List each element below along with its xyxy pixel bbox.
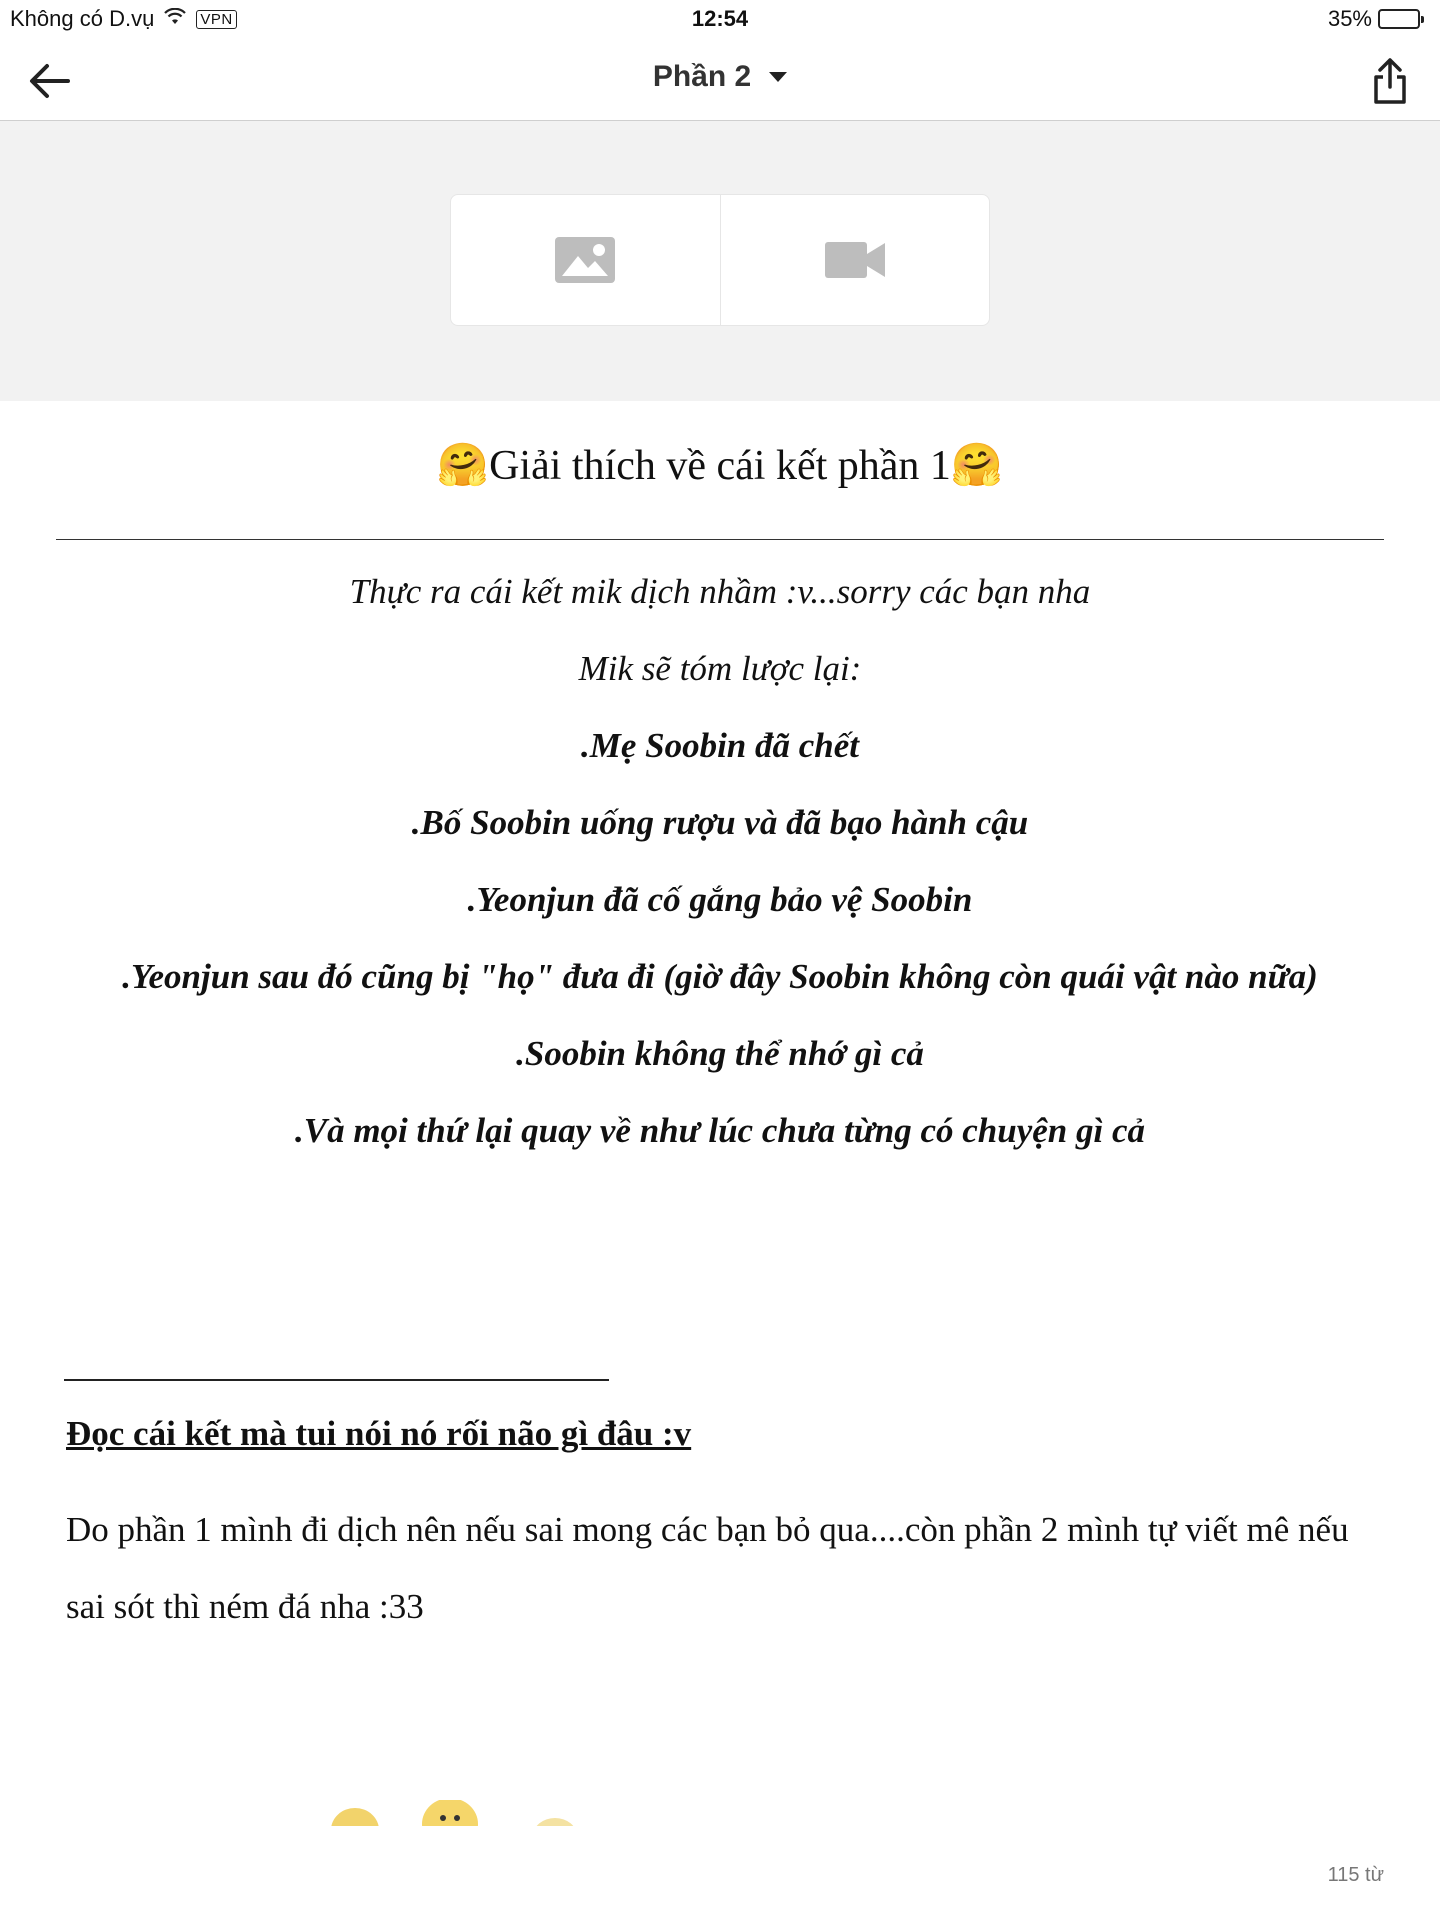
note-body[interactable]: Do phần 1 mình đi dịch nên nếu sai mong các bạn bỏ qua....còn phần 2 mình tự viết mê nếu sai sót thì ném đá nha :33 xyxy=(66,1510,1349,1626)
body-line: .Mẹ Soobin đã chết xyxy=(580,726,860,765)
add-image-button[interactable] xyxy=(451,195,720,325)
status-time: 12:54 xyxy=(691,6,749,31)
body-line: Thực ra cái kết mik dịch nhầm :v...sorry các bạn nha xyxy=(349,572,1091,611)
media-box xyxy=(450,194,990,326)
note-heading[interactable]: Đọc cái kết mà tui nói nó rối não gì đâu :v xyxy=(66,1414,692,1453)
body-line: .Và mọi thứ lại quay về như lúc chưa từng có chuyện gì cả xyxy=(294,1111,1145,1150)
status-left xyxy=(10,6,237,32)
battery-icon xyxy=(1378,9,1420,29)
carrier-label: Không có D.vụ xyxy=(10,6,155,31)
word-count: 115 từ xyxy=(1327,1864,1384,1886)
section-divider xyxy=(64,1379,609,1381)
wifi-icon xyxy=(164,6,186,32)
chapter-body[interactable] xyxy=(60,553,1380,1169)
body-line: .Soobin không thể nhớ gì cả xyxy=(516,1034,924,1073)
battery-percent: 35% xyxy=(1327,6,1372,31)
arrow-left-icon xyxy=(28,62,70,100)
emoji-stickers xyxy=(325,1800,605,1826)
back-button[interactable] xyxy=(22,56,76,106)
part-selector-wrap xyxy=(0,60,1440,94)
status-bar xyxy=(0,0,1440,40)
image-icon xyxy=(554,236,616,284)
emoji-face-icon xyxy=(325,1800,605,1826)
body-line: .Yeonjun sau đó cũng bị "họ" đưa đi (giờ đây Soobin không còn quái vật nào nữa) xyxy=(122,957,1318,996)
body-line: .Yeonjun đã cố gắng bảo vệ Soobin xyxy=(467,880,973,919)
part-title: Phần 2 xyxy=(652,60,752,93)
media-area xyxy=(0,121,1440,401)
share-button[interactable] xyxy=(1360,52,1420,110)
vpn-badge: VPN xyxy=(196,10,236,29)
part-selector[interactable] xyxy=(653,60,787,94)
video-camera-icon xyxy=(824,240,886,280)
share-icon xyxy=(1372,57,1408,105)
caret-down-icon xyxy=(769,72,787,82)
body-line: .Bố Soobin uống rượu và đã bạo hành cậu xyxy=(411,803,1029,842)
status-right xyxy=(1328,6,1420,32)
body-line: Mik sẽ tóm lược lại: xyxy=(578,649,862,688)
title-divider xyxy=(56,539,1384,540)
nav-bar xyxy=(0,40,1440,121)
chapter-title[interactable]: 🤗Giải thích về cái kết phần 1🤗 xyxy=(436,443,1004,489)
add-video-button[interactable] xyxy=(720,195,990,325)
